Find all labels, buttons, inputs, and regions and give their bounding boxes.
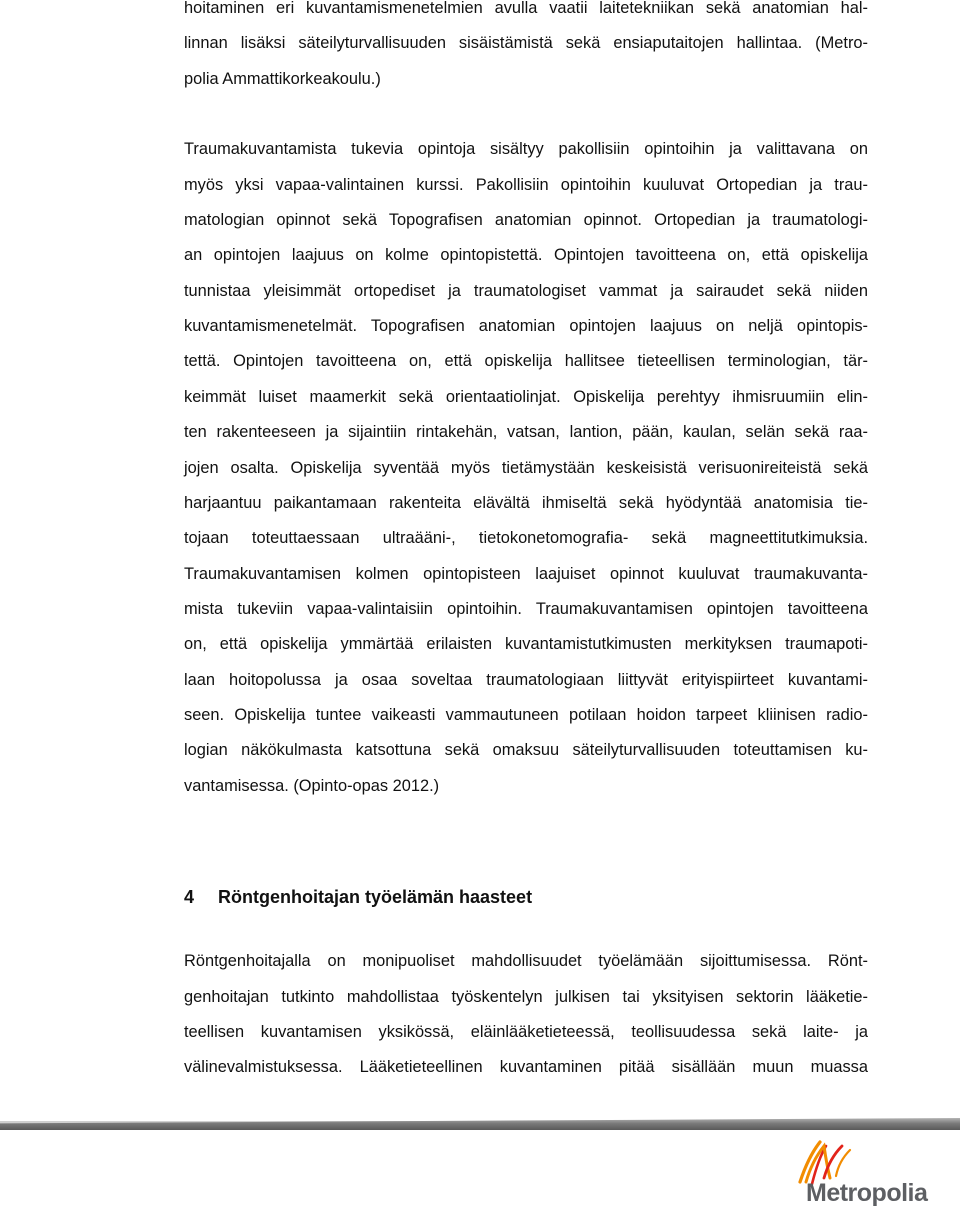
- section-heading: [184, 883, 532, 911]
- text-line: vantamisessa. (Opinto-opas 2012.): [184, 777, 440, 795]
- text-line: laan hoitopolussa ja osaa soveltaa traumatologiaan liittyvät erityispiirteet kuvantami-: [184, 671, 868, 689]
- text-line: kuvantamismenetelmät. Topografisen anatomian opintojen laajuus on neljä opintopis-: [184, 317, 868, 335]
- text-line: teellisen kuvantamisen yksikössä, eläinlääketieteessä, teollisuudessa sekä laite- ja: [184, 1023, 868, 1041]
- text-line: polia Ammattikorkeakoulu.): [184, 70, 381, 88]
- text-line: matologian opinnot sekä Topografisen anatomian opinnot. Ortopedian ja traumatologi-: [184, 211, 868, 229]
- text-line: hoitaminen eri kuvantamismenetelmien avulla vaatii laitetekniikan sekä anatomian hal-: [184, 0, 868, 17]
- text-line: Traumakuvantamisen kolmen opintopisteen laajuiset opinnot kuuluvat traumakuvanta-: [184, 565, 868, 583]
- text-line: jojen osalta. Opiskelija syventää myös tietämystään keskeisistä verisuonireiteistä sekä: [184, 459, 868, 477]
- text-line: an opintojen laajuus on kolme opintopistettä. Opintojen tavoitteena on, että opiskelija: [184, 246, 868, 264]
- logo-wordmark: Metropolia: [806, 1179, 928, 1207]
- text-line: Röntgenhoitajalla on monipuoliset mahdollisuudet työelämään sijoittumisessa. Rönt-: [184, 952, 868, 970]
- text-line: mista tukeviin vapaa-valintaisiin opintoihin. Traumakuvantamisen opintojen tavoitteena: [184, 600, 868, 618]
- footer-divider: [0, 1118, 960, 1130]
- text-line: Traumakuvantamista tukevia opintoja sisältyy pakollisiin opintoihin ja valittavana on: [184, 140, 868, 158]
- text-line: genhoitajan tutkinto mahdollistaa työskentelyn julkisen tai yksityisen sektorin lääketie-: [184, 988, 868, 1006]
- text-line: tunnistaa yleisimmät ortopediset ja traumatologiset vammat ja sairaudet sekä niiden: [184, 282, 868, 300]
- text-line: myös yksi vapaa-valintainen kurssi. Pakollisiin opintoihin kuuluvat Ortopedian ja trau-: [184, 176, 868, 194]
- text-line: tettä. Opintojen tavoitteena on, että opiskelija hallitsee tieteellisen terminologian, tär-: [184, 352, 868, 370]
- text-line: tojaan toteuttaessaan ultraääni-, tietokonetomografia- sekä magneettitutkimuksia.: [184, 529, 868, 547]
- text-line: logian näkökulmasta katsottuna sekä omaksuu säteilyturvallisuuden toteuttamisen ku-: [184, 741, 868, 759]
- text-line: välinevalmistuksessa. Lääketieteellinen kuvantaminen pitää sisällään muun muassa: [184, 1058, 868, 1076]
- section-number: 4: [184, 887, 195, 907]
- text-line: harjaantuu paikantamaan rakenteita elävältä ihmiseltä sekä hyödyntää anatomisia tie-: [184, 494, 868, 512]
- text-line: on, että opiskelija ymmärtää erilaisten kuvantamistutkimusten merkityksen traumapoti-: [184, 635, 868, 653]
- text-line: linnan lisäksi säteilyturvallisuuden sisäistämistä sekä ensiaputaitojen hallintaa. (Metro-: [184, 34, 868, 52]
- text-line: seen. Opiskelija tuntee vaikeasti vammautuneen potilaan hoidon tarpeet kliinisen radio-: [184, 706, 868, 724]
- text-line: keimmät luiset maamerkit sekä orientaatiolinjat. Opiskelija perehtyy ihmisruumiin elin-: [184, 388, 868, 406]
- section-title: Röntgenhoitajan työelämän haasteet: [218, 887, 533, 907]
- text-line: ten rakenteeseen ja sijaintiin rintakehän, vatsan, lantion, pään, kaulan, selän sekä raa-: [184, 423, 868, 441]
